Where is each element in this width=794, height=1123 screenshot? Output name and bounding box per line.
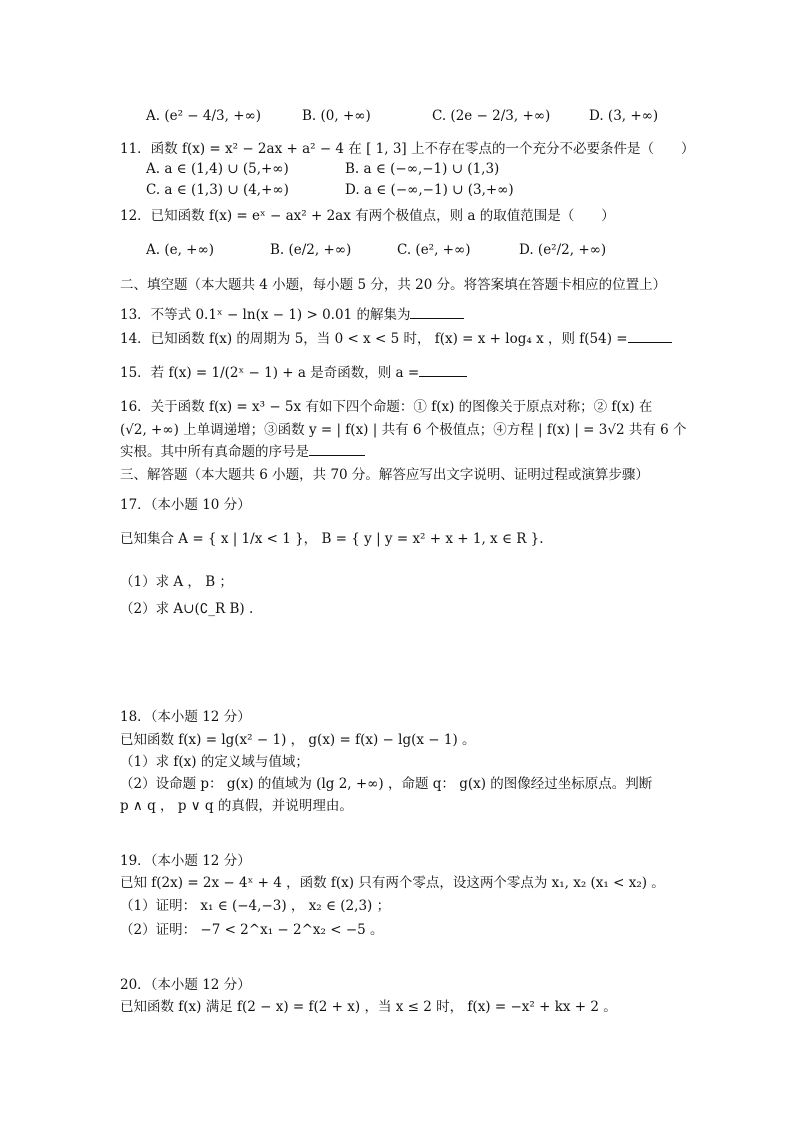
q14-text: 14．已知函数 f(x) 的周期为 5，当 0 < x < 5 时， f(x) = x + log₄ x ，则 f(54) =: [120, 331, 628, 347]
answer-blank: [419, 364, 467, 377]
q10-option-c: C. (2e − 2/3, +∞): [432, 108, 551, 124]
q20-title: 20．（本小题 12 分）: [120, 977, 251, 993]
q12-option-b: B. (e/2, +∞): [270, 242, 352, 258]
q16-line3: 实根。其中所有真命题的序号是: [120, 444, 309, 460]
q17-part2: （2）求 A∪(∁_R B) .: [120, 601, 254, 617]
q14-line: [120, 330, 672, 348]
q10-option-b: B. (0, +∞): [302, 108, 371, 124]
q11-option-a: A. a ∈ (1,4) ∪ (5,+∞): [146, 161, 289, 177]
answer-blank: [628, 330, 672, 343]
q17-stem: 已知集合 A = { x | 1/x < 1 }， B = { y | y = x² + x + 1, x ∈ R }.: [120, 531, 544, 547]
q17-title: 17．（本小题 10 分）: [120, 497, 251, 513]
q18-title: 18．（本小题 12 分）: [120, 709, 251, 725]
q19-part1: （1）证明： x₁ ∈ (−4,−3) ， x₂ ∈ (2,3) ；: [120, 898, 391, 914]
q13-text: 13．不等式 0.1ˣ − ln(x − 1) > 0.01 的解集为: [120, 307, 411, 323]
q12-option-a: A. (e, +∞): [146, 242, 214, 258]
q15-text: 15．若 f(x) = 1/(2ˣ − 1) + a 是奇函数，则 a =: [120, 365, 420, 381]
q17-part1: （1）求 A ， B ；: [120, 574, 233, 590]
q18-part2: （2）设命题 p： g(x) 的值域为 (lg 2, +∞) ，命题 q： g(x) 的图像经过坐标原点。判断: [120, 776, 653, 792]
q11-option-d: D. a ∈ (−∞,−1) ∪ (3,+∞): [345, 182, 514, 198]
q10-option-a: A. (e² − 4/3, +∞): [146, 108, 262, 124]
q16-line2: (√2, +∞) 上单调递增；③函数 y = | f(x) | 共有 6 个极值点；④方程 | f(x) | = 3√2 共有 6 个: [120, 422, 687, 438]
section-3-header: 三、解答题（本大题共 6 小题，共 70 分。解答应写出文字说明、证明过程或演算步骤）: [120, 467, 649, 483]
q18-part1: （1）求 f(x) 的定义域与值域；: [120, 754, 309, 770]
q10-option-d: D. (3, +∞): [589, 108, 659, 124]
q13-line: [120, 306, 464, 324]
q12-option-d: D. (e²/2, +∞): [519, 242, 607, 258]
q11-stem: 11．函数 f(x) = x² − 2ax + a² − 4 在 [ 1, 3] 上不存在零点的一个充分不必要条件是（ ）: [120, 141, 695, 157]
q15-line: [120, 364, 467, 382]
q12-option-c: C. (e², +∞): [397, 242, 471, 258]
q20-stem: 已知函数 f(x) 满足 f(2 − x) = f(2 + x) ，当 x ≤ 2 时， f(x) = −x² + kx + 2 。: [120, 999, 617, 1015]
q18-stem: 已知函数 f(x) = lg(x² − 1) ， g(x) = f(x) − lg(x − 1) 。: [120, 732, 476, 748]
q18-part2-cont: p ∧ q ， p ∨ q 的真假，并说明理由。: [120, 798, 353, 814]
answer-blank: [410, 306, 464, 319]
q12-stem: 12．已知函数 f(x) = eˣ − ax² + 2ax 有两个极值点，则 a 的取值范围是（ ）: [120, 208, 615, 224]
q19-part2: （2）证明： −7 < 2^x₁ − 2^x₂ < −5 。: [120, 922, 384, 938]
q19-stem: 已知 f(2x) = 2x − 4ˣ + 4 ，函数 f(x) 只有两个零点，设这两个零点为 x₁, x₂ (x₁ < x₂) 。: [120, 875, 665, 891]
q11-option-c: C. a ∈ (1,3) ∪ (4,+∞): [146, 182, 289, 198]
q19-title: 19．（本小题 12 分）: [120, 853, 251, 869]
q16-line3-wrap: [120, 443, 365, 461]
answer-blank: [309, 443, 365, 456]
section-2-header: 二、填空题（本大题共 4 小题，每小题 5 分，共 20 分。将答案填在答题卡相应的位置上）: [120, 277, 667, 293]
q16-line1: 16．关于函数 f(x) = x³ − 5x 有如下四个命题：① f(x) 的图像关于原点对称；② f(x) 在: [120, 399, 653, 415]
q11-option-b: B. a ∈ (−∞,−1) ∪ (1,3): [345, 161, 500, 177]
